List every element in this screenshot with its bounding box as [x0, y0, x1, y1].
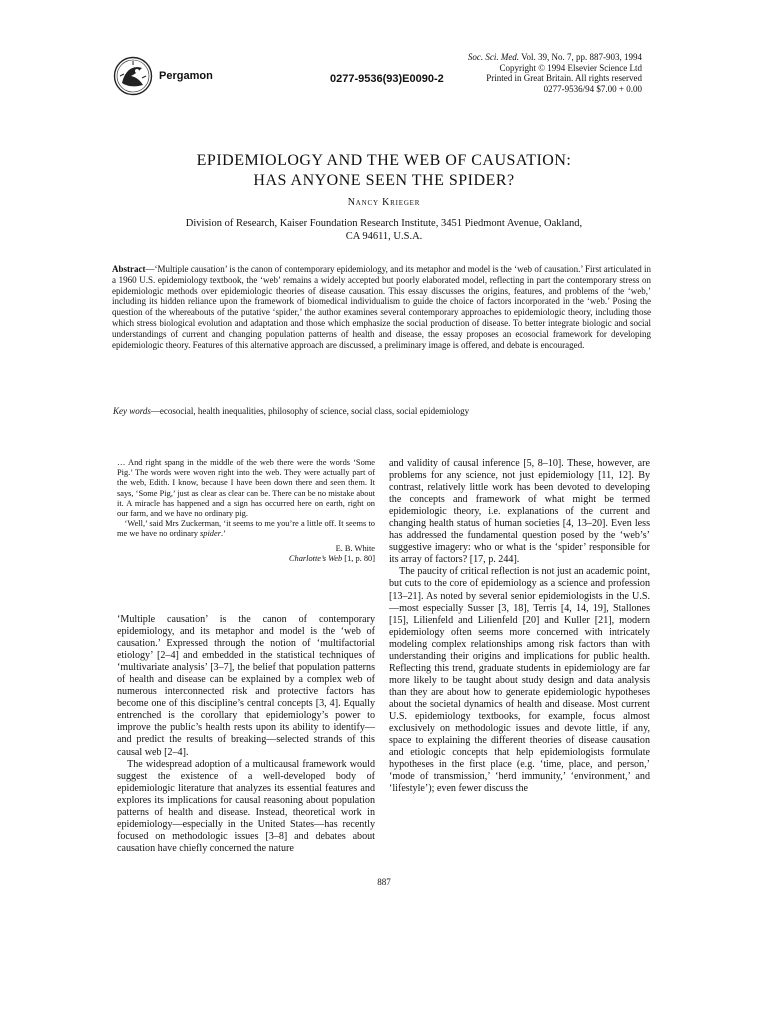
epigraph-source	[117, 554, 375, 564]
article-code: 0277-9536(93)E0090-2	[330, 73, 444, 85]
body-right-column	[389, 458, 650, 795]
volume-pages: Vol. 39, No. 7, pp. 887-903, 1994	[521, 52, 642, 62]
epigraph-p2-emphasis: spider	[200, 529, 221, 539]
epigraph-attribution	[117, 544, 375, 564]
copyright-line: Copyright © 1994 Elsevier Science Ltd	[499, 62, 642, 73]
body-paragraph: The paucity of critical reflection is not just an academic point, but cuts to the core of epidemiology as a science and profession [13–21]. As noted by several senior epidemiologists in the U.S.—most especially Susser [3, 18], Terris [4, 14, 19], Stallones [15], Lilienfeld and Lilienfeld [20] and Kuller [21], modern epidemiology often seems more concerned with intricately modeling complex relationships among risk factors than with understanding their origins and implications for public health. Reflecting this trend, graduate students in epidemiology are far more likely to be taught about study design and data analysis than they are about how to generate epidemiologic hypotheses about the societal dynamics of health and disease. Most current U.S. epidemiology textbooks, for example, focus almost exclusively on methodologic issues and devote little, if any, space to explaining the different theories of disease causation and etiologic concepts that help epidemiologists formulate hypotheses in the first place (e.g. ‘time, place, and person,’ ‘mode of transmission,’ ‘herd immunity,’ ‘environment,’ and ‘lifestyle’); even fewer discuss the	[389, 566, 650, 795]
epigraph-p2-start: ‘Well,’ said Mrs Zuckerman, ‘it seems to me you’re a little off. It seems to me we have no ordinary	[117, 519, 375, 539]
title-line-2: HAS ANYONE SEEN THE SPIDER?	[253, 172, 515, 189]
journal-name: Soc. Sci. Med.	[467, 52, 520, 62]
citation-line-journal	[468, 52, 642, 63]
keywords-label: Key words	[113, 406, 151, 416]
affiliation-line-1: Division of Research, Kaiser Foundation Research Institute, 3451 Piedmont Avenue, Oakland,	[185, 218, 583, 229]
body-paragraph: ‘Multiple causation’ is the canon of contemporary epidemiology, and its metaphor and model is the ‘web of causation.’ Expressed through the notion of ‘multifactorial etiology’ [2–4] and embedded in the statistical techniques of ‘multivariate analysis’ [3–7], the belief that population patterns of health and disease can be explained by a complex web of numerous interconnected risk and protective factors has become one of this discipline’s central concepts [3, 4]. Equally entrenched is the corollary that epidemiology’s power to improve the public’s health rests upon its ability to identify—and predict the results of breaking—selected strands of this causal web [2–4].	[117, 614, 375, 758]
epigraph-source-ref: [1, p. 80]	[342, 553, 375, 563]
page-number: 887	[377, 877, 391, 887]
author-name: Nancy Krieger	[347, 197, 421, 208]
citation-block	[468, 52, 642, 94]
epigraph	[117, 458, 375, 564]
body-left-column	[117, 614, 375, 855]
author-affiliation	[160, 217, 608, 243]
epigraph-source-title: Charlotte’s Web	[288, 553, 343, 563]
body-paragraph: The widespread adoption of a multicausal framework would suggest the existence of a well-developed body of epidemiologic literature that analyzes its essential features and explores its implications for causal reasoning about population patterns of health and disease. Instead, theoretical work in epidemiology—especially in the United States—has recently focused on methodologic issues [3–8] and debates about causation have chiefly concerned the nature	[117, 758, 375, 854]
abstract	[112, 264, 651, 350]
keywords-text: —ecosocial, health inequalities, philosophy of science, social class, social epidemiology	[150, 406, 470, 416]
price-line: 0277-9536/94 $7.00 + 0.00	[543, 83, 642, 94]
pergamon-emblem-icon	[113, 56, 153, 96]
epigraph-p2-end: .’	[220, 529, 226, 539]
affiliation-line-2: CA 94611, U.S.A.	[345, 231, 423, 242]
epigraph-author: E. B. White	[335, 543, 375, 553]
body-paragraph: and validity of causal inference [5, 8–10]. These, however, are problems for any science, not just epidemiology [11, 12]. By contrast, relatively little work has been devoted to developing the concepts and framework of what might be termed epidemiologic theory, i.e. explanations of the current and changing health status of human societies [4, 13–20]. Even less has addressed the fundamental question posed by the ‘web’s’ suggestive imagery: who or what is the ‘spider’ responsible for its array of factors? [17, p. 244].	[389, 458, 650, 566]
abstract-text: —‘Multiple causation’ is the canon of contemporary epidemiology, and its metaphor and model is the ‘web of causation.’ First articulated in a 1960 U.S. epidemiology textbook, the ‘web’ remains a widely accepted but poorly elaborated model, reflecting in part the contemporary stress on epidemiologic methods over epidemiologic theories of disease causation. This essay discusses the origins, features, and problems of the ‘web,’ including its hidden reliance upon the framework of biomedical individualism to guide the choice of factors incorporated in the ‘web.’ Posing the question of the whereabouts of the putative ‘spider,’ the author examines several contemporary approaches to epidemiologic theory, including those which stress biological evolution and adaptation and those which emphasize the social production of disease. To better integrate biologic and social understandings of current and changing population patterns of health and disease, the essay proposes an ecosocial framework for developing epidemiologic theory. Features of this alternative approach are discussed, a preliminary image is offered, and debate is encouraged.	[112, 264, 651, 350]
epigraph-paragraph-1: … And right spang in the middle of the web there were the words ‘Some Pig.’ The words were woven right into the web. They were actually part of the web, Edith. I know, because I have been down there and seen them. It says, ‘Some Pig,’ just as clear as clear can be. There can be no mistake about it. A miracle has happened and a sign has occurred here on earth, right on our farm, and we have no ordinary pig.	[117, 458, 375, 519]
keywords	[113, 406, 652, 416]
abstract-label: Abstract	[112, 264, 146, 274]
printed-line: Printed in Great Britain. All rights reserved	[486, 73, 642, 83]
epigraph-paragraph-2	[117, 519, 375, 539]
article-title	[100, 151, 668, 191]
title-line-1: EPIDEMIOLOGY AND THE WEB OF CAUSATION:	[196, 152, 572, 169]
publisher-name: Pergamon	[159, 70, 213, 82]
publisher-logo-block	[113, 56, 213, 96]
